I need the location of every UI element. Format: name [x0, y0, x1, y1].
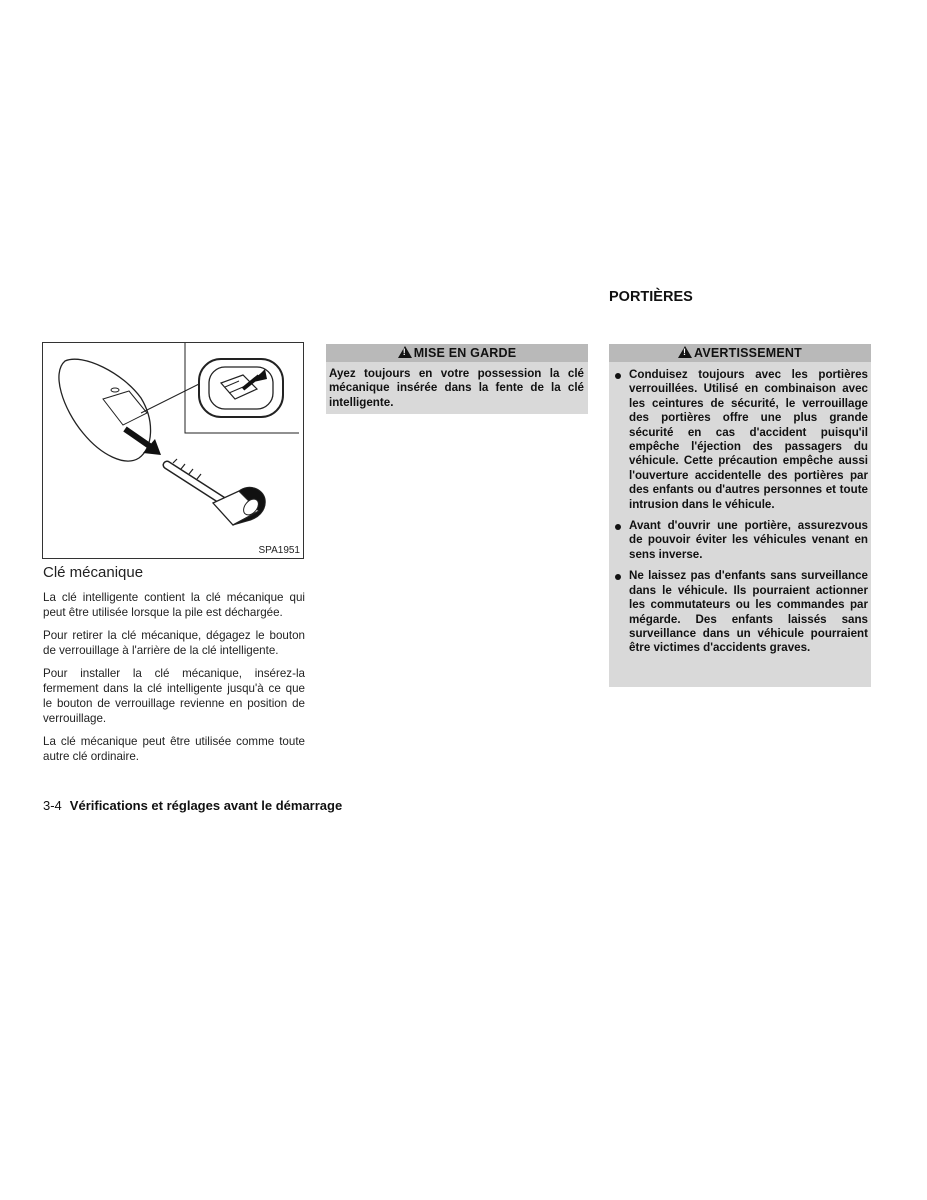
- body-paragraph: Pour installer la clé mécanique, insérez-la fermement dans la clé intelligente jusqu'à ce que le bouton de verrouillage revienne en position de verrouillage.: [43, 667, 305, 725]
- figure-code: SPA1951: [258, 545, 300, 556]
- caution-header: [326, 344, 588, 362]
- list-item: [612, 368, 868, 512]
- warning-title: AVERTISSEMENT: [694, 346, 802, 360]
- list-item: [612, 519, 868, 562]
- bullet-icon: [615, 373, 621, 379]
- warning-item-text: Ne laissez pas d'enfants sans surveillance dans le véhicule. Ils pourraient actionner les commutateurs ou les commandes par mégarde. Des enfants laissés sans surveillance dans un véhicule pourraient être victimes d'accidents graves.: [629, 569, 868, 655]
- body-paragraph: La clé mécanique peut être utilisée comme toute autre clé ordinaire.: [43, 735, 305, 763]
- bullet-icon: [615, 574, 621, 580]
- caution-box: [326, 344, 588, 414]
- caution-text: Ayez toujours en votre possession la clé mécanique insérée dans la fente de la clé intelligente.: [329, 367, 584, 409]
- bullet-icon: [615, 524, 621, 530]
- warning-item-text: Conduisez toujours avec les portières verrouillées. Utilisé en combinaison avec les ceintures de sécurité, le verrouillage des portières offre une plus grande sécurité en cas d'accident puisqu'il empêche l'éjection des passagers du véhicule. Cette précaution empêche aussi l'ouverture accidentelle des portières par des enfants ou d'autres personnes et toute intrusion dans le véhicule.: [629, 368, 868, 511]
- body-paragraph: Pour retirer la clé mécanique, dégagez le bouton de verrouillage à l'arrière de la clé intelligente.: [43, 629, 305, 657]
- warning-list: [609, 362, 871, 656]
- page-footer: [43, 798, 342, 813]
- body-paragraph: La clé intelligente contient la clé mécanique qui peut être utilisée lorsque la pile est déchargée.: [43, 591, 305, 619]
- chapter-title: Vérifications et réglages avant le démarrage: [69, 798, 343, 813]
- section-title: PORTIÈRES: [609, 289, 693, 305]
- warning-item-text: Avant d'ouvrir une portière, assurezvous de pouvoir éviter les véhicules venant en sens inverse.: [629, 519, 868, 561]
- warning-header: [609, 344, 871, 362]
- figure-caption: Clé mécanique: [43, 564, 144, 581]
- warning-box: [609, 344, 871, 687]
- mechanical-key-diagram: [43, 343, 303, 558]
- warning-triangle-icon: [398, 346, 412, 358]
- key-illustration: [42, 342, 304, 559]
- warning-triangle-icon: [678, 346, 692, 358]
- caution-title: MISE EN GARDE: [413, 346, 517, 360]
- page-number: 3-4: [43, 798, 62, 813]
- list-item: [612, 569, 868, 655]
